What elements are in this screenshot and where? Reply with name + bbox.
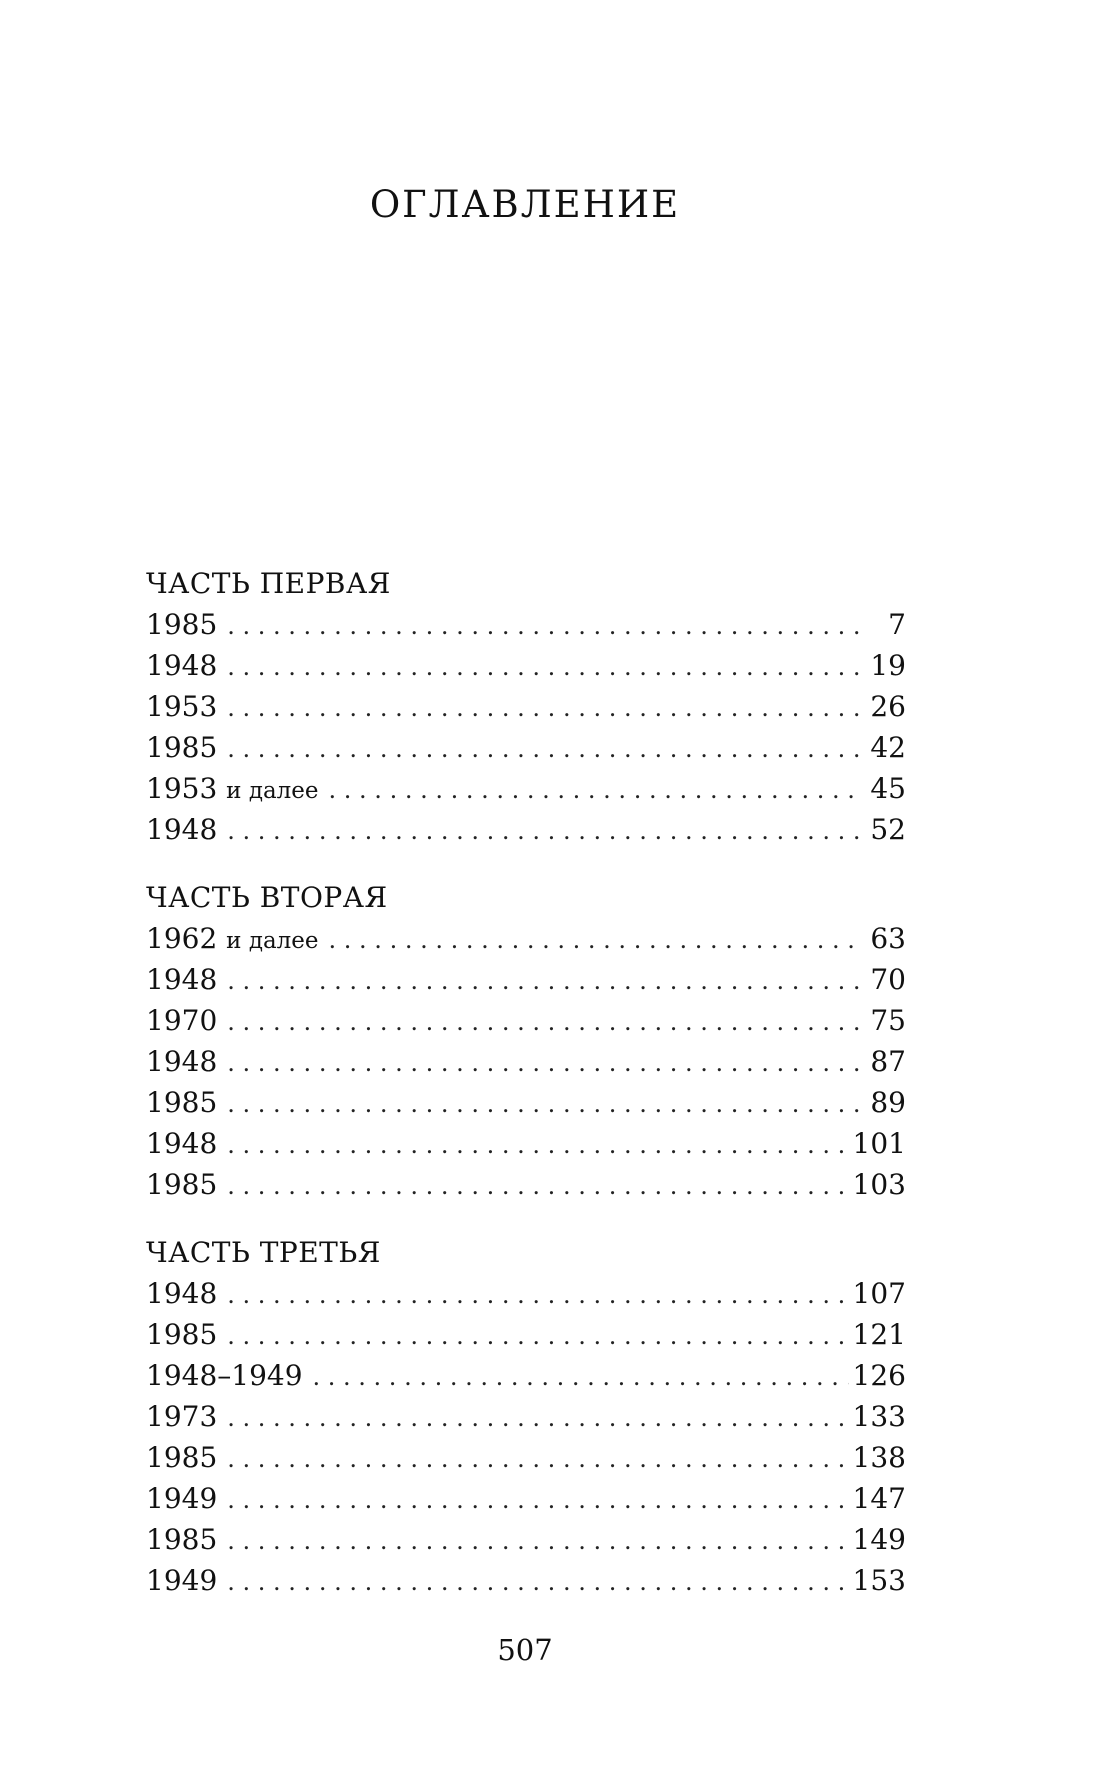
dot-leader bbox=[227, 1521, 848, 1562]
toc-entry bbox=[146, 1123, 906, 1164]
entry-title bbox=[146, 686, 227, 727]
toc-entry bbox=[146, 1519, 906, 1560]
dot-leader bbox=[227, 1562, 848, 1603]
entry-title bbox=[146, 1437, 227, 1478]
entry-year: 1948 bbox=[146, 1277, 218, 1310]
entry-page-number: 19 bbox=[870, 649, 906, 682]
entry-title bbox=[146, 918, 329, 962]
entry-title bbox=[146, 645, 227, 686]
entry-title bbox=[146, 1478, 227, 1519]
entry-year: 1985 bbox=[146, 731, 218, 764]
entry-page-number: 107 bbox=[852, 1277, 906, 1310]
entry-year: 1948 bbox=[146, 1127, 218, 1160]
entry-title bbox=[146, 727, 227, 768]
entry-year: 1953 bbox=[146, 772, 218, 805]
dot-leader bbox=[227, 1125, 848, 1166]
toc-entry bbox=[146, 1314, 906, 1355]
part-heading: ЧАСТЬ ВТОРАЯ bbox=[146, 881, 388, 914]
entry-title bbox=[146, 1560, 227, 1601]
toc-entry bbox=[146, 1560, 906, 1601]
toc-part bbox=[146, 1233, 906, 1601]
dot-leader bbox=[227, 1084, 862, 1125]
dot-leader bbox=[329, 920, 862, 961]
toc-entry bbox=[146, 1041, 906, 1082]
entry-page-number: 153 bbox=[852, 1564, 906, 1597]
toc-entry bbox=[146, 768, 906, 809]
dot-leader bbox=[313, 1357, 849, 1398]
toc-entry bbox=[146, 1396, 906, 1437]
entry-page-number: 138 bbox=[852, 1441, 906, 1474]
entry-page-number: 26 bbox=[870, 690, 906, 723]
entry-suffix: и далее bbox=[226, 778, 319, 804]
entry-year: 1985 bbox=[146, 1168, 218, 1201]
entry-title bbox=[146, 1164, 227, 1205]
entry-year: 1985 bbox=[146, 1441, 218, 1474]
toc-entry bbox=[146, 645, 906, 686]
dot-leader bbox=[227, 729, 862, 770]
entry-title bbox=[146, 1000, 227, 1041]
toc-entry bbox=[146, 1478, 906, 1519]
part-heading: ЧАСТЬ ТРЕТЬЯ bbox=[146, 1236, 381, 1269]
dot-leader bbox=[227, 811, 862, 852]
entry-year: 1970 bbox=[146, 1004, 218, 1037]
entry-title bbox=[146, 1041, 227, 1082]
entry-year: 1949 bbox=[146, 1564, 218, 1597]
entry-title bbox=[146, 959, 227, 1000]
entry-page-number: 149 bbox=[852, 1523, 906, 1556]
entry-title bbox=[146, 1519, 227, 1560]
entry-page-number: 126 bbox=[852, 1359, 906, 1392]
dot-leader bbox=[227, 606, 862, 647]
entry-year: 1973 bbox=[146, 1400, 218, 1433]
entry-page-number: 45 bbox=[870, 772, 906, 805]
entry-title bbox=[146, 768, 329, 812]
entry-page-number: 42 bbox=[870, 731, 906, 764]
page-title: ОГЛАВЛЕНИЕ bbox=[369, 183, 681, 226]
dot-leader bbox=[227, 961, 862, 1002]
entry-page-number: 87 bbox=[870, 1045, 906, 1078]
toc-entry bbox=[146, 1000, 906, 1041]
entry-page-number: 103 bbox=[852, 1168, 906, 1201]
entry-title bbox=[146, 1355, 313, 1396]
entry-page-number: 133 bbox=[852, 1400, 906, 1433]
toc-entry bbox=[146, 1355, 906, 1396]
dot-leader bbox=[329, 770, 862, 811]
toc-part bbox=[146, 878, 906, 1205]
entry-page-number: 89 bbox=[870, 1086, 906, 1119]
entry-title bbox=[146, 1123, 227, 1164]
entry-year: 1962 bbox=[146, 922, 218, 955]
entry-page-number: 52 bbox=[870, 813, 906, 846]
page-number: 507 bbox=[497, 1633, 553, 1667]
entry-title bbox=[146, 1396, 227, 1437]
toc-entry bbox=[146, 1164, 906, 1205]
toc-entry bbox=[146, 727, 906, 768]
toc-entry bbox=[146, 809, 906, 850]
table-of-contents bbox=[146, 564, 906, 1629]
entry-title bbox=[146, 1273, 227, 1314]
toc-entry bbox=[146, 1273, 906, 1314]
dot-leader bbox=[227, 647, 862, 688]
entry-page-number: 101 bbox=[852, 1127, 906, 1160]
entry-year: 1948 bbox=[146, 1045, 218, 1078]
entry-suffix: и далее bbox=[226, 928, 319, 954]
toc-entry bbox=[146, 1082, 906, 1123]
entry-page-number: 63 bbox=[870, 922, 906, 955]
entry-year: 1948 bbox=[146, 813, 218, 846]
dot-leader bbox=[227, 1275, 848, 1316]
entry-page-number: 147 bbox=[852, 1482, 906, 1515]
dot-leader bbox=[227, 1480, 848, 1521]
dot-leader bbox=[227, 1043, 862, 1084]
toc-part bbox=[146, 564, 906, 850]
entry-year: 1985 bbox=[146, 1318, 218, 1351]
dot-leader bbox=[227, 1398, 848, 1439]
entry-year: 1949 bbox=[146, 1482, 218, 1515]
entry-year: 1948 bbox=[146, 649, 218, 682]
entry-page-number: 7 bbox=[888, 608, 906, 641]
dot-leader bbox=[227, 1439, 848, 1480]
dot-leader bbox=[227, 1316, 848, 1357]
entry-page-number: 70 bbox=[870, 963, 906, 996]
entry-year: 1985 bbox=[146, 608, 218, 641]
entry-year: 1985 bbox=[146, 1523, 218, 1556]
entry-page-number: 75 bbox=[870, 1004, 906, 1037]
entry-year: 1948–1949 bbox=[146, 1359, 303, 1392]
toc-entry bbox=[146, 918, 906, 959]
entry-title bbox=[146, 1082, 227, 1123]
part-heading: ЧАСТЬ ПЕРВАЯ bbox=[146, 567, 391, 600]
toc-entry bbox=[146, 1437, 906, 1478]
entry-title bbox=[146, 604, 227, 645]
toc-entry bbox=[146, 959, 906, 1000]
dot-leader bbox=[227, 688, 862, 729]
entry-year: 1953 bbox=[146, 690, 218, 723]
dot-leader bbox=[227, 1002, 862, 1043]
entry-title bbox=[146, 1314, 227, 1355]
toc-entry bbox=[146, 604, 906, 645]
toc-entry bbox=[146, 686, 906, 727]
entry-title bbox=[146, 809, 227, 850]
dot-leader bbox=[227, 1166, 848, 1207]
entry-year: 1985 bbox=[146, 1086, 218, 1119]
entry-year: 1948 bbox=[146, 963, 218, 996]
entry-page-number: 121 bbox=[852, 1318, 906, 1351]
